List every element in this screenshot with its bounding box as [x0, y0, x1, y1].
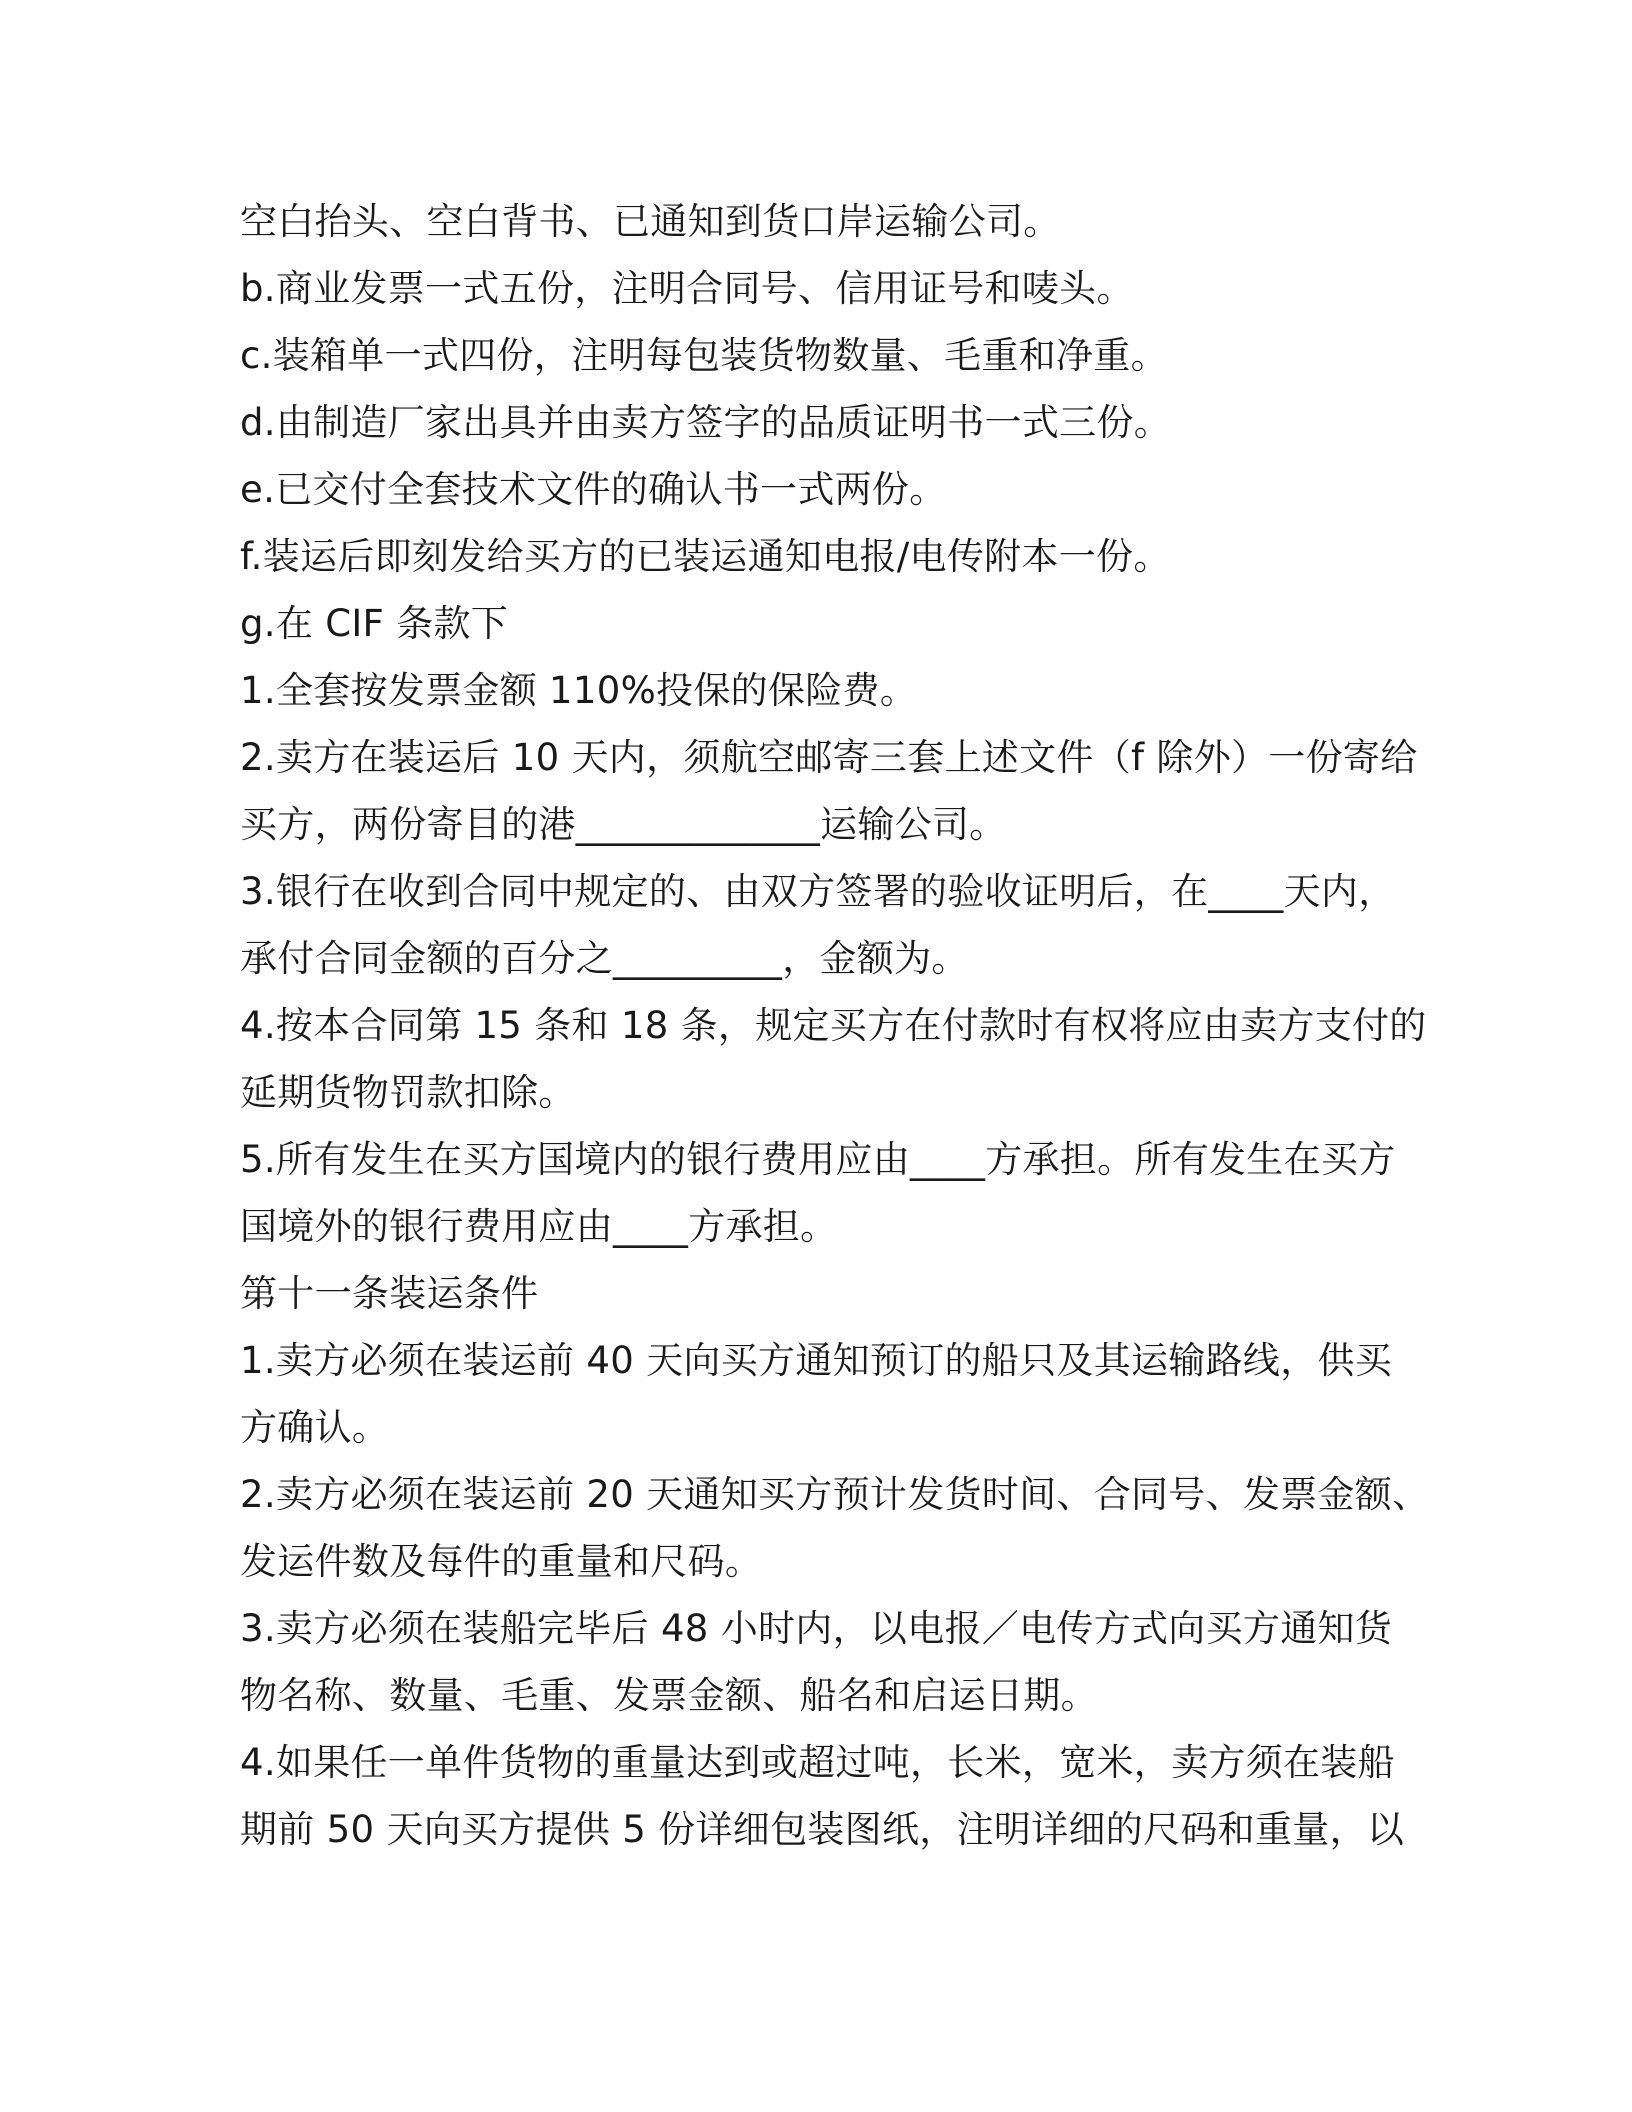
text-line: d.由制造厂家出具并由卖方签字的品质证明书一式三份。: [240, 401, 1172, 444]
text-line: 3.卖方必须在装船完毕后 48 小时内，以电报／电传方式向买方通知货: [240, 1607, 1393, 1650]
text-line: g.在 CIF 条款下: [240, 602, 509, 645]
text-line: 2.卖方必须在装运前 20 天通知买方预计发货时间、合同号、发票金额、: [240, 1473, 1430, 1516]
text-line: 1.卖方必须在装运前 40 天向买方通知预订的船只及其运输路线，供买: [240, 1339, 1393, 1382]
text-line: 空白抬头、空白背书、已通知到货口岸运输公司。: [240, 200, 1061, 243]
text-line: 承付合同金额的百分之_________，金额为。: [240, 937, 969, 980]
text-line: 买方，两份寄目的港_____________运输公司。: [240, 803, 1007, 846]
text-line: 2.卖方在装运后 10 天内，须航空邮寄三套上述文件（f 除外）一份寄给: [240, 736, 1418, 779]
text-line: 4.按本合同第 15 条和 18 条，规定买方在付款时有权将应由卖方支付的: [240, 1004, 1427, 1047]
text-line: 延期货物罚款扣除。: [240, 1071, 576, 1114]
text-line: 1.全套按发票金额 110%投保的保险费。: [240, 669, 918, 712]
text-line: 国境外的银行费用应由____方承担。: [240, 1205, 838, 1248]
text-line: 方确认。: [240, 1406, 390, 1449]
document-body: [240, 188, 1430, 1863]
text-line: e.已交付全套技术文件的确认书一式两份。: [240, 468, 947, 511]
text-line: b.商业发票一式五份，注明合同号、信用证号和唛头。: [240, 267, 1134, 310]
section-heading: 第十一条装运条件: [240, 1272, 539, 1315]
text-line: 5.所有发生在买方国境内的银行费用应由____方承担。所有发生在买方: [240, 1138, 1396, 1181]
text-line: 发运件数及每件的重量和尺码。: [240, 1540, 763, 1583]
text-line: 期前 50 天向买方提供 5 份详细包装图纸，注明详细的尺码和重量，以: [240, 1808, 1405, 1851]
text-line: f.装运后即刻发给买方的已装运通知电报/电传附本一份。: [240, 535, 1171, 578]
text-line: 4.如果任一单件货物的重量达到或超过吨，长米，宽米，卖方须在装船: [240, 1741, 1395, 1784]
text-line: 物名称、数量、毛重、发票金额、船名和启运日期。: [240, 1674, 1098, 1717]
text-line: 3.银行在收到合同中规定的、由双方签署的验收证明后，在____天内，: [240, 870, 1396, 913]
text-line: c.装箱单一式四份，注明每包装货物数量、毛重和净重。: [240, 334, 1168, 377]
